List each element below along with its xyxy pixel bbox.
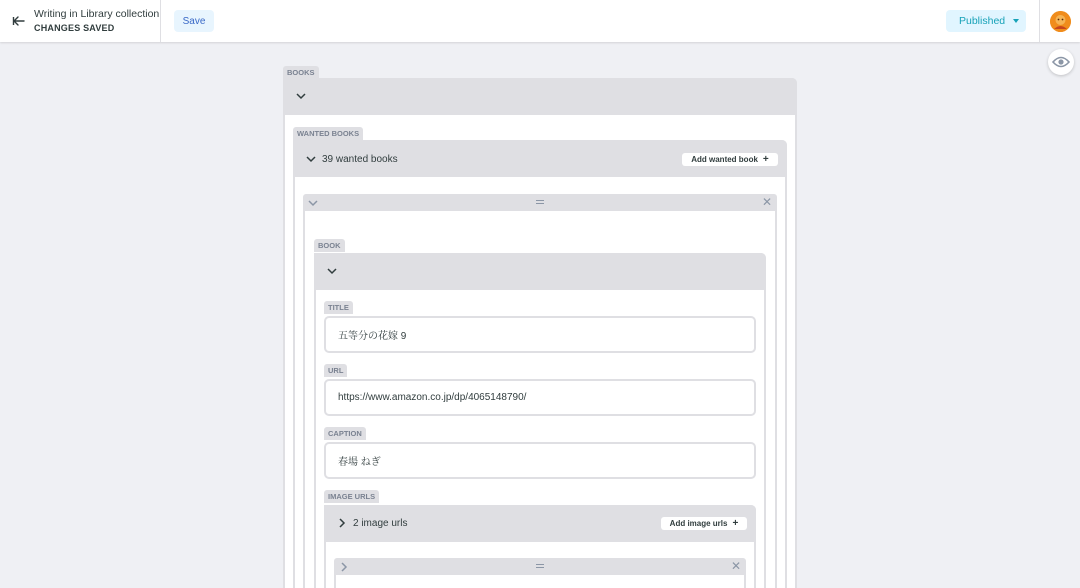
close-icon[interactable]: ✕ <box>731 559 742 573</box>
drag-handle-icon[interactable] <box>536 200 544 204</box>
chevron-right-icon[interactable] <box>339 562 349 572</box>
save-status: CHANGES SAVED <box>34 22 115 33</box>
close-icon[interactable]: ✕ <box>762 195 773 209</box>
chevron-down-icon[interactable] <box>327 266 337 276</box>
caption-field[interactable]: 春場 ねぎ <box>324 442 756 479</box>
wanted-books-summary: 39 wanted books <box>322 154 398 165</box>
plus-icon: + <box>762 153 769 165</box>
back-to-collection-link[interactable] <box>0 0 161 42</box>
chevron-down-icon[interactable] <box>308 198 318 208</box>
add-image-urls-button[interactable] <box>661 517 747 530</box>
url-field[interactable]: https://www.amazon.co.jp/dp/4065148790/ <box>324 379 756 416</box>
books-label: BOOKS <box>283 66 319 79</box>
user-menu[interactable] <box>1039 0 1080 42</box>
title-field[interactable]: 五等分の花嫁 9 <box>324 316 756 353</box>
avatar <box>1050 11 1071 32</box>
wanted-books-label: WANTED BOOKS <box>293 127 363 140</box>
caret-down-icon <box>1013 19 1019 23</box>
url-label: URL <box>324 364 347 377</box>
add-wanted-book-button[interactable] <box>682 153 778 166</box>
add-wanted-book-label: Add wanted book <box>691 155 758 164</box>
publish-status-dropdown[interactable] <box>946 10 1026 32</box>
publish-status-label: Published <box>959 15 1006 27</box>
books-header[interactable] <box>283 78 797 115</box>
chevron-right-icon[interactable] <box>337 518 347 528</box>
save-button[interactable]: Save <box>174 10 214 32</box>
chevron-down-icon[interactable] <box>296 91 306 101</box>
editor-toolbar <box>0 0 1080 42</box>
image-urls-summary: 2 image urls <box>353 518 408 529</box>
preview-toggle-button[interactable] <box>1048 49 1074 75</box>
book-label: BOOK <box>314 239 345 252</box>
caption-label: CAPTION <box>324 427 366 440</box>
title-label: TITLE <box>324 301 353 314</box>
eye-icon <box>1052 56 1070 68</box>
book-header[interactable] <box>314 253 766 290</box>
add-image-urls-label: Add image urls <box>669 519 728 528</box>
drag-handle-icon[interactable] <box>536 564 544 568</box>
image-urls-label: IMAGE URLS <box>324 490 379 503</box>
arrow-left-icon <box>12 14 26 28</box>
plus-icon: + <box>732 517 739 529</box>
collection-title: Writing in Library collection <box>34 7 160 20</box>
chevron-right-down-icon[interactable] <box>306 154 316 164</box>
